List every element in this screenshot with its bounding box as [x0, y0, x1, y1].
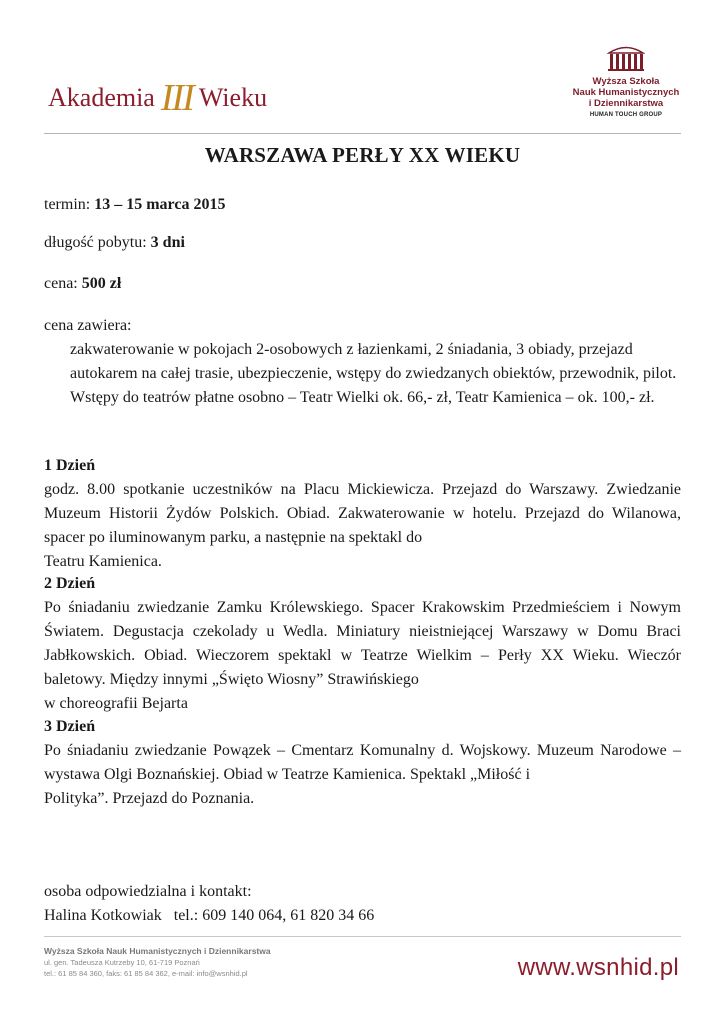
day-1-heading: 1 Dzień [44, 457, 96, 474]
day-1-text [44, 478, 681, 574]
footer-street: ul. gen. Tadeusza Kutrzeby 10, 61-719 Poznań [44, 958, 200, 967]
document-title: WARSZAWA PERŁY XX WIEKU [204, 143, 521, 167]
includes-text: zakwaterowanie w pokojach 2-osobowych z łazienkami, 2 śniadania, 3 obiady, przejazd autokarem na całej trasie, ubezpieczenie, wstępy do zwiedzanych obiektów, przewodnik, pilot. [70, 341, 677, 382]
day-3-section [44, 715, 681, 811]
term-value: 13 – 15 marca 2015 [94, 196, 226, 213]
duration-value: 3 dni [150, 234, 185, 251]
footer-website-link[interactable]: www.wsnhid.pl [517, 954, 679, 981]
day-1-body: godz. 8.00 spotkanie uczestników na Placu Mickiewicza. Przejazd do Warszawy. Zwiedzanie Muzeum Historii Żydów Polskich. Obiad. Zakwaterowanie w hotelu. Przejazd do Wilanowa, spacer po iluminowanym parku, a następnie na spektakl do [44, 481, 681, 546]
price-line [44, 272, 121, 296]
includes-extra: Wstępy do teatrów płatne osobno – Teatr Wielki ok. 66,- zł, Teatr Kamienica – ok. 100,- zł. [70, 389, 655, 406]
footer-divider [44, 936, 681, 937]
school-name-line3: i Dziennikarstwa [588, 98, 664, 109]
day-3-text [44, 739, 681, 811]
logo-roman-numeral: III [160, 77, 193, 119]
day-3-body: Po śniadaniu zwiedzanie Powązek – Cmentarz Komunalny d. Wojskowy. Muzeum Narodowe – wystawa Olgi Boznańskiej. Obiad w Teatrze Kamienica. Spektakl „Miłość i [44, 742, 681, 783]
day-2-section [44, 572, 681, 716]
header-divider [44, 133, 681, 134]
price-includes [44, 314, 684, 410]
duration-line [44, 231, 185, 255]
day-3-last-line: Polityka”. Przejazd do Poznania. [44, 790, 255, 807]
footer-phones: tel.: 61 85 84 360, faks: 61 85 84 362, e-mail: info@wsnhid.pl [44, 969, 248, 978]
logo-word-wieku: Wieku [198, 83, 268, 112]
day-2-last-line: w choreografii Bejarta [44, 695, 188, 712]
day-3-heading: 3 Dzień [44, 718, 96, 735]
school-name-line2: Nauk Humanistycznych [572, 87, 680, 98]
contact-line: Halina Kotkowiak tel.: 609 140 064, 61 820 34 66 [44, 907, 375, 924]
day-1-section [44, 454, 681, 574]
term-line [44, 193, 225, 217]
contact-block [44, 880, 374, 928]
school-logo [566, 44, 686, 118]
price-value: 500 zł [81, 275, 122, 292]
term-label: termin: [44, 196, 95, 213]
day-1-last-line: Teatru Kamienica. [44, 553, 162, 570]
logo-word-akademia: Akademia [48, 83, 155, 112]
school-name-line1: Wyższa Szkoła [592, 76, 660, 87]
duration-label: długość pobytu: [44, 234, 151, 251]
footer-org: Wyższa Szkoła Nauk Humanistycznych i Dziennikarstwa [44, 946, 271, 956]
columns-building-icon [607, 44, 645, 72]
includes-label: cena zawiera: [44, 317, 132, 334]
day-2-body: Po śniadaniu zwiedzanie Zamku Królewskiego. Spacer Krakowskim Przedmieściem i Nowym Światem. Degustacja czekolady u Wedla. Miniatury nieistniejącej Warszawy w Domu Braci Jabłkowskich. Obiad. Wieczorem spektakl w Teatrze Wielkim – Perły XX Wieku. Wieczór baletowy. Między innymi „Święto Wiosny” Strawińskiego [44, 599, 681, 688]
contact-label: osoba odpowiedzialna i kontakt: [44, 883, 252, 900]
price-label: cena: [44, 275, 82, 292]
day-2-heading: 2 Dzień [44, 575, 96, 592]
akademia-logo [48, 72, 268, 119]
footer-address [44, 945, 271, 979]
school-group-name: HUMAN TOUCH GROUP [589, 112, 663, 118]
day-2-text [44, 596, 681, 716]
